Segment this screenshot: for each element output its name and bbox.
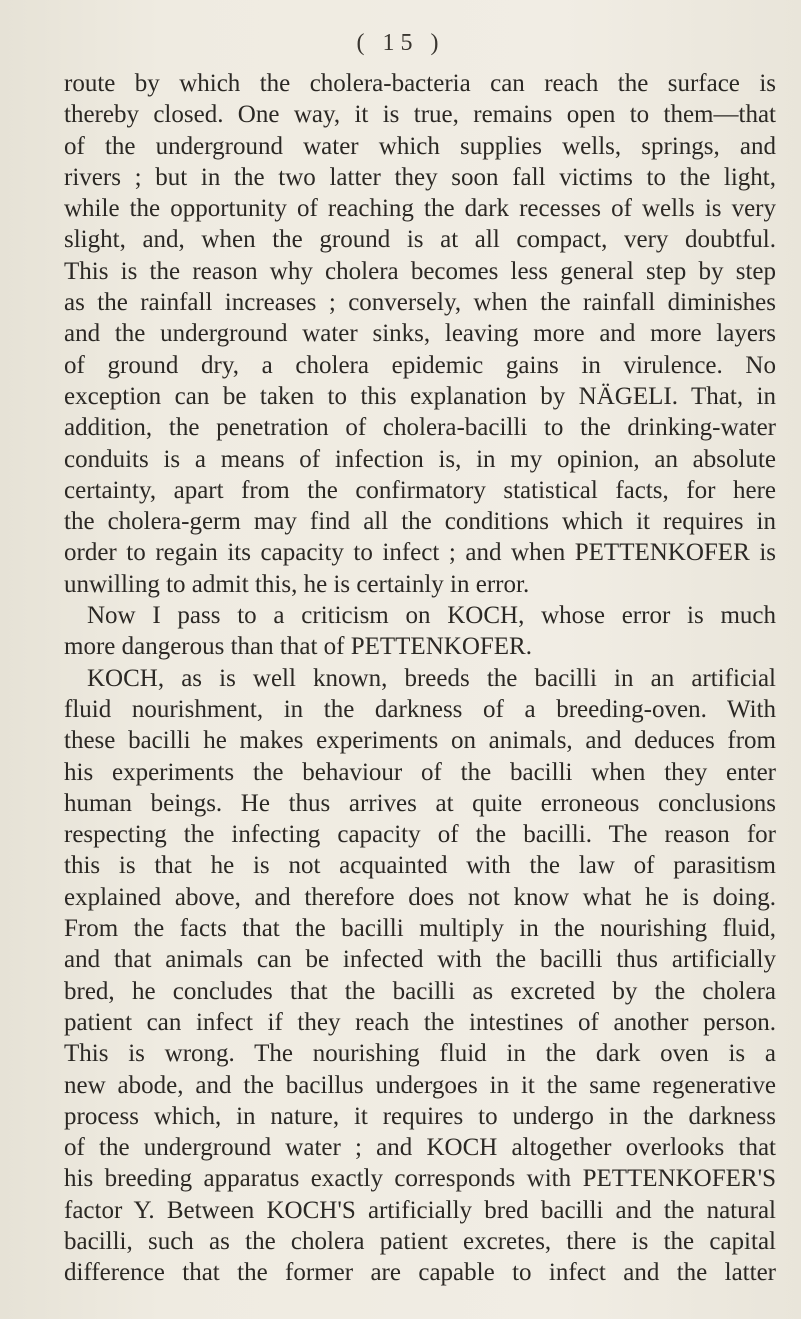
text-line: route by which the cholera-bacteria can reach the surface is [64, 70, 776, 97]
text-line: more dangerous than that of PETTENKOFER. [64, 633, 532, 661]
text-line: as the rainfall increases ; conversely, when the rainfall diminishes [64, 289, 776, 317]
text-line: new abode, and the bacillus undergoes in it the same regenerative [64, 1071, 776, 1099]
text-line: Now I pass to a criticism on KOCH, whose error is much [87, 602, 776, 630]
text-line: of the underground water which supplies wells, springs, and [64, 132, 776, 160]
body-text [64, 68, 776, 1289]
text-line: bred, he concludes that the bacilli as excreted by the cholera [64, 977, 776, 1005]
text-line: of the underground water ; and KOCH altogether overlooks that [64, 1134, 776, 1162]
text-line: his experiments the behaviour of the bacilli when they enter [64, 758, 776, 786]
text-line: rivers ; but in the two latter they soon fall victims to the light, [64, 163, 776, 191]
text-line: this is that he is not acquainted with the law of parasitism [64, 852, 776, 880]
text-line: From the facts that the bacilli multiply in the nourishing fluid, [64, 915, 776, 943]
text-line: patient can infect if they reach the intestines of another person. [64, 1008, 776, 1036]
text-line: This is wrong. The nourishing fluid in the dark oven is a [64, 1040, 776, 1068]
text-line: factor Y. Between KOCH'S artificially bred bacilli and the natural [64, 1196, 776, 1224]
text-line: order to regain its capacity to infect ; and when PETTENKOFER is [64, 539, 776, 567]
text-line: exception can be taken to this explanation by NÄGELI. That, in [64, 382, 776, 410]
text-line: certainty, apart from the confirmatory statistical facts, for here [64, 476, 776, 504]
text-line: and the underground water sinks, leaving more and more layers [64, 320, 776, 348]
text-line: conduits is a means of infection is, in my opinion, an absolute [64, 445, 776, 473]
text-line: of ground dry, a cholera epidemic gains in virulence. No [64, 351, 776, 379]
text-line: and that animals can be infected with the bacilli thus artificially [64, 946, 776, 974]
text-line: respecting the infecting capacity of the bacilli. The reason for [64, 821, 776, 849]
text-line: fluid nourishment, in the darkness of a breeding-oven. With [64, 695, 776, 723]
text-line: This is the reason why cholera becomes less general step by step [64, 257, 776, 285]
text-line: slight, and, when the ground is at all compact, very doubtful. [64, 226, 776, 254]
page-number: ( 15 ) [356, 30, 445, 56]
text-line: KOCH, as is well known, breeds the bacilli in an artificial [87, 664, 776, 692]
text-line: his breeding apparatus exactly corresponds with PETTENKOFER'S [64, 1165, 776, 1193]
text-line: human beings. He thus arrives at quite erroneous conclusions [64, 789, 776, 817]
text-line: bacilli, such as the cholera patient excretes, there is the capital [64, 1227, 776, 1255]
text-line: difference that the former are capable to infect and the latter [64, 1259, 776, 1287]
text-line: while the opportunity of reaching the dark recesses of wells is very [64, 195, 776, 223]
text-line: process which, in nature, it requires to undergo in the darkness [64, 1102, 776, 1130]
text-line: these bacilli he makes experiments on animals, and deduces from [64, 727, 776, 755]
text-line: the cholera-germ may find all the conditions which it requires in [64, 508, 776, 536]
text-line: unwilling to admit this, he is certainly in error. [64, 570, 530, 598]
text-line: explained above, and therefore does not know what he is doing. [64, 883, 776, 911]
text-line: thereby closed. One way, it is true, remains open to them—that [64, 101, 776, 129]
text-line: addition, the penetration of cholera-bacilli to the drinking-water [64, 414, 776, 442]
